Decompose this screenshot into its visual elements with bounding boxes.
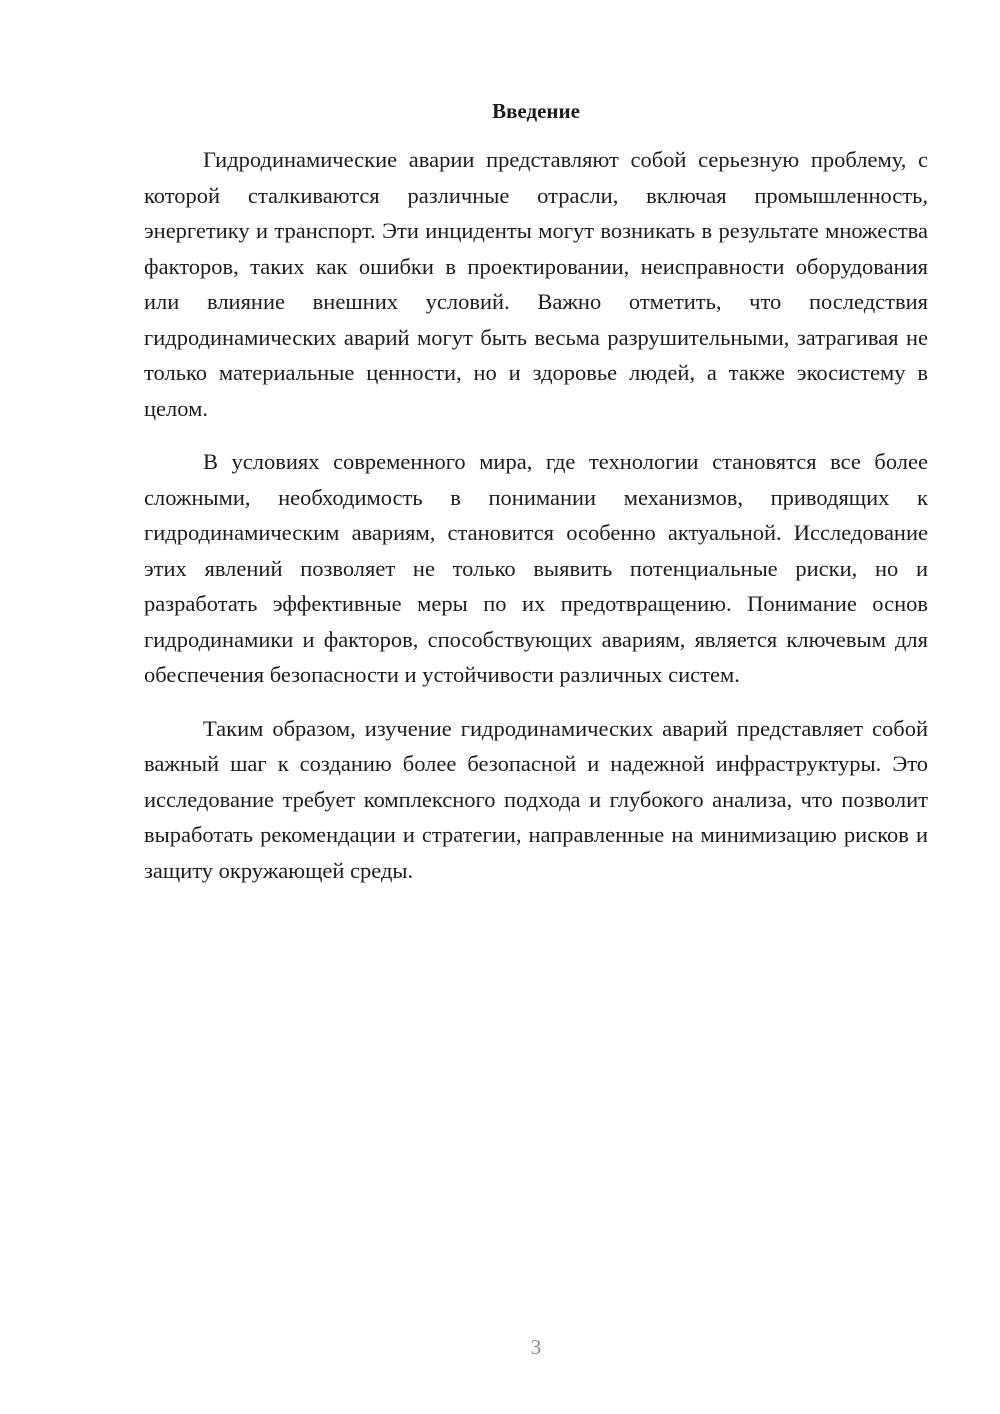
page-number: 3 [530,1335,542,1359]
section-heading: Введение [492,99,580,123]
paragraph-3: Таким образом, изучение гидродинамических аварий представляет собой важный шаг к созданию более безопасной и надежной инфраструктуры. Это исследование требует комплексного подхода и глубокого анализа, что позволит выработать рекомендации и стратегии, направленные на минимизацию рисков и защиту окружающей среды. [144,715,928,883]
paragraph-1: Гидродинамические аварии представляют собой серьезную проблему, с которой сталкиваются различные отрасли, включая промышленность, энергетику и транспорт. Эти инциденты могут возникать в результате множества факторов, таких как ошибки в проектировании, неисправности оборудования или влияние внешних условий. Важно отметить, что последствия гидродинамических аварий могут быть весьма разрушительными, затрагивая не только материальные ценности, но и здоровье людей, а также экосистему в целом. [144,147,928,421]
paragraph-2: В условиях современного мира, где технологии становятся все более сложными, необходимость в понимании механизмов, приводящих к гидродинамическим авариям, становится особенно актуальной. Исследование этих явлений позволяет не только выявить потенциальные риски, но и разработать эффективные меры по их предотвращению. Понимание основ гидродинамики и факторов, способствующих авариям, является ключевым для обеспечения безопасности и устойчивости различных систем. [144,449,928,687]
body-text [144,142,928,906]
